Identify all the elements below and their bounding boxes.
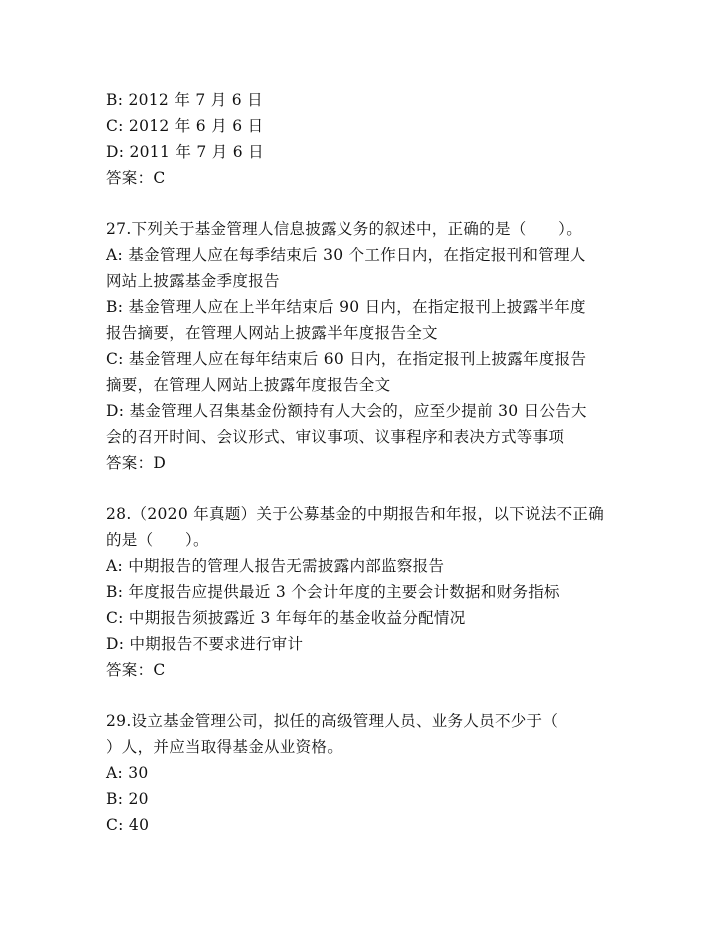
q27-line: D: 基金管理人召集基金份额持有人大会的，应至少提前 30 日公告大	[106, 402, 587, 420]
q28-option-d: D: 中期报告不要求进行审计	[106, 635, 304, 653]
q26-answer: 答案：C	[106, 169, 166, 187]
q29-option-a: A: 30	[106, 764, 149, 782]
q27-line: 网站上披露基金季度报告	[106, 272, 280, 290]
q27-line: 摘要，在管理人网站上披露年度报告全文	[106, 376, 391, 394]
q28-option-b: B: 年度报告应提供最近 3 个会计年度的主要会计数据和财务指标	[106, 583, 560, 601]
q27-line: 会的召开时间、会议形式、审议事项、议事程序和表决方式等事项	[106, 428, 565, 446]
q28-option-c: C: 中期报告须披露近 3 年每年的基金收益分配情况	[106, 609, 466, 627]
q26-option-b: B: 2012 年 7 月 6 日	[106, 91, 263, 109]
q27-answer: 答案：D	[106, 454, 167, 472]
q29-stem: ）人，并应当取得基金从业资格。	[106, 738, 344, 756]
q26-option-c: C: 2012 年 6 月 6 日	[106, 117, 264, 135]
q28-stem: 的是（ ）。	[106, 531, 209, 549]
q27-stem: 27.下列关于基金管理人信息披露义务的叙述中，正确的是（ ）。	[106, 220, 583, 238]
q28-answer: 答案：C	[106, 661, 166, 679]
q27-line: B: 基金管理人应在上半年结束后 90 日内，在指定报刊上披露半年度	[106, 298, 586, 316]
q27-line: 报告摘要，在管理人网站上披露半年度报告全文	[106, 324, 438, 342]
q29-option-c: C: 40	[106, 816, 150, 834]
q27-line: C: 基金管理人应在每年结束后 60 日内，在指定报刊上披露年度报告	[106, 350, 587, 368]
q29-option-b: B: 20	[106, 790, 149, 808]
q26-option-d: D: 2011 年 7 月 6 日	[106, 143, 264, 161]
q28-stem: 28.（2020 年真题）关于公募基金的中期报告和年报，以下说法不正确	[106, 505, 605, 523]
q29-stem: 29.设立基金管理公司，拟任的高级管理人员、业务人员不少于（	[106, 712, 559, 730]
q28-option-a: A: 中期报告的管理人报告无需披露内部监察报告	[106, 557, 445, 575]
q27-line: A: 基金管理人应在每季结束后 30 个工作日内，在指定报刊和管理人	[106, 246, 586, 264]
